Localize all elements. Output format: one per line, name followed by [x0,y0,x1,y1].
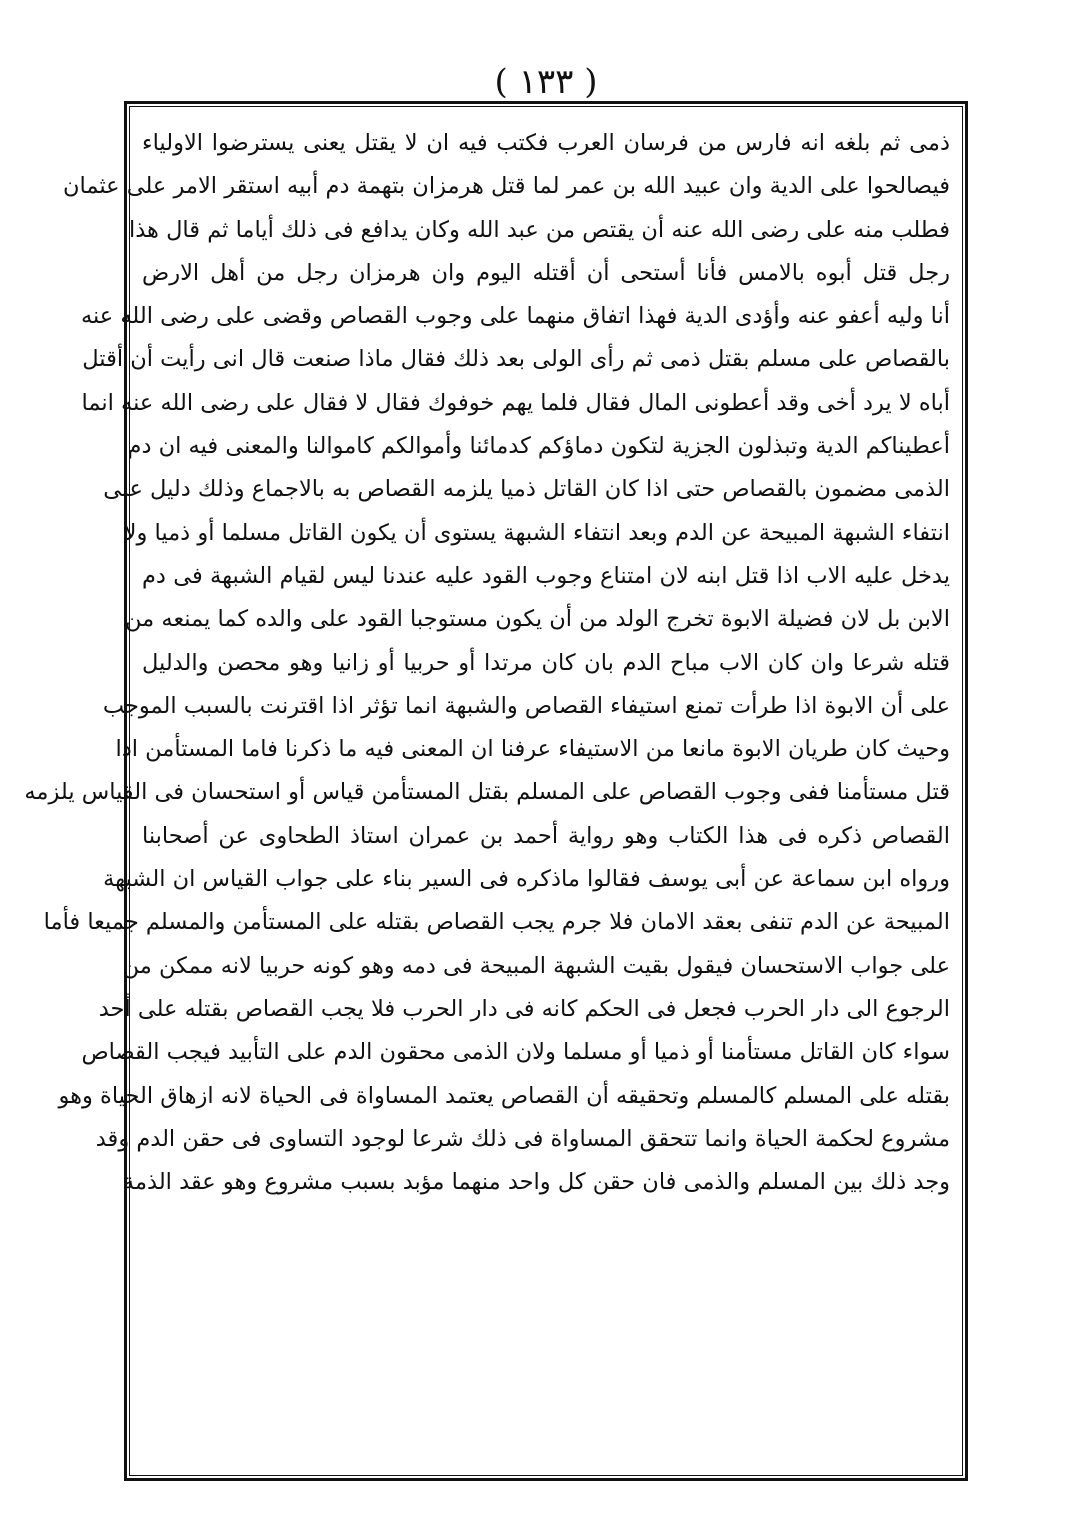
text-line: انتفاء الشبهة المبيحة عن الدم وبعد انتفاء الشبهة يستوى أن يكون القاتل مسلما أو ذميا ولا [123,519,950,546]
text-line: الذمى مضمون بالقصاص حتى اذا كان القاتل ذميا يلزمه القصاص به بالاجماع وذلك دليل على [103,476,950,503]
text-line: المبيحة عن الدم تنفى بعقد الامان فلا جرم يجب القصاص بقتله على المستأمن والمسلم جميعا فأما [43,909,950,936]
text-line: مشروع لحكمة الحياة وانما تتحقق المساواة فى ذلك شرعا لوجود التساوى فى حقن الدم وقد [95,1125,950,1152]
text-line: يدخل عليه الاب اذا قتل ابنه لان امتناع وجوب القود عليه عندنا ليس لقيام الشبهة فى دم [142,562,950,589]
text-line: وحيث كان طريان الابوة مانعا من الاستيفاء عرفنا ان المعنى فيه ما ذكرنا فاما المستأمن اذا [115,736,950,763]
body-text [24,122,950,1466]
text-line: الابن بل لان فضيلة الابوة تخرج الولد من أن يكون مستوجبا القود على والده كما يمنعه من [125,606,950,633]
text-line: قتله شرعا وان كان الاب مباح الدم بان كان مرتدا أو حربيا أو زانيا وهو محصن والدليل [142,649,950,676]
text-line: القصاص ذكره فى هذا الكتاب وهو رواية أحمد بن عمران استاذ الطحاوى عن أصحابنا [142,822,950,849]
text-line: على جواب الاستحسان فيقول بقيت الشبهة المبيحة فى دمه وهو كونه حربيا لانه ممكن من [122,952,950,979]
text-line: أباه لا يرد أخى وقد أعطونى المال فقال فلما يهم خوفوك فقال لا فقال على رضى الله عنه انما [81,389,950,416]
text-line: رجل قتل أبوه بالامس فأنا أستحى أن أقتله اليوم وان هرمزان رجل من أهل الارض [142,259,950,286]
text-line: بقتله على المسلم كالمسلم وتحقيقه أن القصاص يعتمد المساواة فى الحياة لانه ازهاق الحياة وهو [58,1082,950,1109]
text-line: فطلب منه على رضى الله عنه أن يقتص من عبد الله وكان يدافع فى ذلك أياما ثم قال هذا [129,216,950,243]
text-line: على أن الابوة اذا طرأت تمنع استيفاء القصاص والشبهة انما تؤثر اذا اقترنت بالسبب الموجب [102,692,950,719]
text-line: الرجوع الى دار الحرب فجعل فى الحكم كانه فى دار الحرب فلا يجب القصاص بقتله على أحد [98,995,950,1022]
text-line: ورواه ابن سماعة عن أبى يوسف فقالوا ماذكره فى السير بناء على جواب القياس ان الشبهة [103,866,950,893]
page-number: ( ١٣٣ ) [494,62,598,102]
text-line: قتل مستأمنا ففى وجوب القصاص على المسلم بقتل المستأمن قياس أو استحسان فى القياس يلزمه [24,779,950,806]
text-line: وجد ذلك بين المسلم والذمى فان حقن كل واحد منهما مؤبد بسبب مشروع وهو عقد الذمة [122,1169,950,1196]
text-line: أنا وليه أعفو عنه وأؤدى الدية فهذا اتفاق منهما على وجوب القصاص وقضى على رضى الله عنه [80,303,950,330]
text-line: أعطيناكم الدية وتبذلون الجزية لتكون دماؤكم كدمائنا وأموالكم كاموالنا والمعنى فيه ان دم [127,433,950,460]
text-line: ذمى ثم بلغه انه فارس من فرسان العرب فكتب فيه ان لا يقتل يعنى يسترضوا الاولياء [142,130,950,156]
text-line: بالقصاص على مسلم بقتل ذمى ثم رأى الولى بعد ذلك فقال ماذا صنعت قال انى رأيت أن أقتل [82,346,950,373]
text-line: سواء كان القاتل مستأمنا أو ذميا أو مسلما ولان الذمى محقون الدم على التأبيد فيجب القصاص [81,1039,950,1066]
text-line: فيصالحوا على الدية وان عبيد الله بن عمر لما قتل هرمزان بتهمة دم أبيه استقر الامر على عثمان [62,173,950,200]
